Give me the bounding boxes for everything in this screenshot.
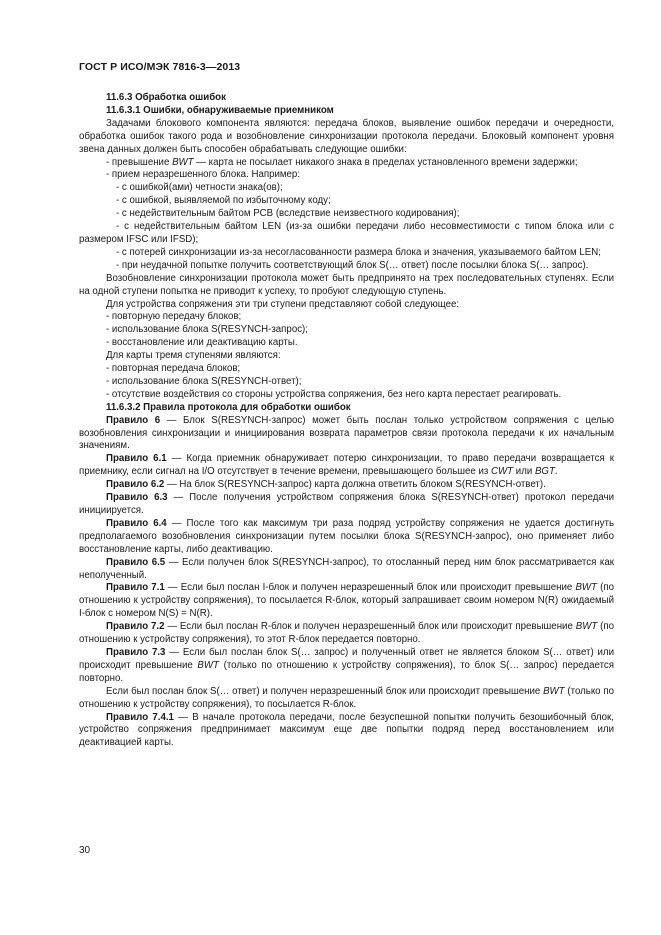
paragraph xyxy=(79,195,614,208)
paragraph xyxy=(79,260,614,273)
text-run: - превышение xyxy=(106,156,173,168)
paragraph xyxy=(79,182,614,195)
term: BWT xyxy=(575,621,598,633)
text-run: 11.6.3.2 Правила протокола для обработки ошибок xyxy=(106,401,351,413)
section-heading xyxy=(79,105,614,118)
rule-label: Правило 7.2 xyxy=(106,621,165,633)
paragraph xyxy=(79,557,614,583)
rule-label: Правило 6 xyxy=(106,414,161,426)
rule-label: Правило 6.3 xyxy=(106,492,168,504)
paragraph xyxy=(79,247,614,260)
paragraph xyxy=(79,337,614,350)
page-number: 30 xyxy=(79,845,91,856)
paragraph xyxy=(79,311,614,324)
text-run: — карта не посылает никакого знака в пределах установленного времени задержки; xyxy=(193,156,578,168)
text-run: - при неудачной попытке получить соответствующий блок S(… ответ) после посылки блока S(… запрос). xyxy=(116,259,589,271)
rule-label: Правило 7.4.1 xyxy=(106,711,174,723)
text-run: - с недействительным байтом PCB (вследствие неизвестного кодирования); xyxy=(116,208,460,220)
text-run: (по отношению к устройству сопряжения), то посылается R-блок, который запрашивает своим номером N(R) ожидаемый I-блок с номером N(S) = N(R). xyxy=(79,582,614,620)
text-run: — Если был послан R-блок и получен неразрешенный блок или происходит превышение xyxy=(164,621,576,633)
paragraph xyxy=(79,169,614,182)
text-run: - с ошибкой(ами) четности знака(ов); xyxy=(116,182,283,194)
text-run: (только по отношению к устройству сопряжения), то блок S(… запрос) передается повторно. xyxy=(79,659,614,684)
paragraph xyxy=(79,479,614,492)
term: BGT xyxy=(534,466,555,478)
text-run: 11.6.3 Обработка ошибок xyxy=(106,92,226,103)
paragraph xyxy=(79,647,614,686)
text-run: Для карты тремя ступенями являются: xyxy=(106,350,281,362)
text-run: - повторную передачу блоков; xyxy=(106,311,242,323)
term: BWT xyxy=(172,156,194,168)
term: BWT xyxy=(197,659,219,671)
text-run: - использование блока S(RESYNCH-ответ); xyxy=(106,375,302,387)
rule-label: Правило 6.5 xyxy=(106,556,166,568)
paragraph xyxy=(79,621,614,647)
paragraph xyxy=(79,221,614,247)
text-run: 11.6.3.1 Ошибки, обнаруживаемые приемником xyxy=(106,104,334,116)
paragraph xyxy=(79,350,614,363)
paragraph xyxy=(79,389,614,402)
text-run: — После того как максимум три раза подряд устройству сопряжения не удается достигнуть предполагаемого возобновления синхронизации путем посылки блока S(RESYNCH-запрос), оно применяет либо восстановление карты, либо деактивацию. xyxy=(79,517,615,555)
paragraph xyxy=(79,582,614,621)
rule-label: Правило 6.4 xyxy=(106,517,167,529)
text-run: — Блок S(RESYNCH-запрос) может быть послан только устройством сопряжения с целью возобновления синхронизации и инициирования возврата параметров связи протокола передачи к их начальным значениям. xyxy=(79,414,614,452)
text-run: Задачами блокового компонента являются: передача блоков, выявление ошибок передачи и очередности, обработка ошибок такого рода и возобновление синхронизации протокола передачи. Блоковый компонент уровня звена данных должен быть способен обрабатывать следующие ошибки: xyxy=(79,117,614,155)
term: CWT xyxy=(491,466,514,478)
paragraph xyxy=(79,299,614,312)
text-run: Возобновление синхронизации протокола может быть предпринято на трех последовательных ступенях. Если на одной ступени попытка не приводит к успеху, то пробуют следующую ступень. xyxy=(79,272,614,297)
text-run: или xyxy=(513,466,535,478)
text-run: — В начале протокола передачи, после безуспешной попытки получить безошибочный блок, устройство сопряжения предпринимает максимум еще две попытки подряд перед восстановлением или деактивацией карты. xyxy=(79,711,614,749)
text-run: - повторная передача блоков; xyxy=(106,363,241,375)
text-run: - отсутствие воздействия со стороны устройства сопряжения, без него карта перестает реагировать. xyxy=(106,388,562,400)
text-run: - с ошибкой, выявляемой по избыточному коду; xyxy=(116,195,331,207)
paragraph xyxy=(79,273,614,299)
paragraph xyxy=(79,324,614,337)
text-run: - с недействительным байтом LEN (из-за ошибки передачи либо несовместимости с типом блока или с размером IFSC или IFSD); xyxy=(79,221,614,245)
term: BWT xyxy=(575,582,597,594)
text-run: . xyxy=(554,466,558,478)
text-run: - прием неразрешенного блока. Например: xyxy=(106,169,301,181)
text-run: — Когда приемник обнаруживает потерю синхронизации, то право передачи возвращается к приемнику, если сигнал на I/O отсутствует в течение времени, превышающего большее из xyxy=(79,453,615,478)
text-run: - использование блока S(RESYNCH-запрос); xyxy=(106,324,308,336)
text-run: (только по отношению к устройству сопряжения), то посылается R-блок. xyxy=(79,685,614,710)
document-body xyxy=(79,92,614,750)
term: BWT xyxy=(543,685,565,697)
text-run: — Если был послан блок S(… запрос) и полученный ответ не является блоком S(… ответ) или происходит превышение xyxy=(79,646,614,671)
text-run: (по отношению к устройству сопряжения), то этот R-блок передается повторно. xyxy=(79,621,615,646)
text-run: — На блок S(RESYNCH-запрос) карта должна ответить блоком S(RESYNCH-ответ). xyxy=(164,479,546,491)
paragraph xyxy=(79,208,614,221)
document-header: ГОСТ Р ИСО/МЭК 7816-3—2013 xyxy=(79,61,241,73)
section-heading xyxy=(79,92,614,105)
paragraph xyxy=(79,363,614,376)
rule-label: Правило 6.2 xyxy=(106,479,165,491)
paragraph xyxy=(79,415,614,454)
paragraph xyxy=(79,453,614,479)
rule-label: Правило 7.3 xyxy=(106,646,166,658)
rule-label: Правило 6.1 xyxy=(106,453,167,465)
paragraph xyxy=(79,712,614,751)
paragraph xyxy=(79,157,614,170)
text-run: — После получения устройством сопряжения блока S(RESYNCH-ответ) протокол передачи инициируется. xyxy=(79,492,615,516)
rule-label: Правило 7.1 xyxy=(106,582,165,594)
text-run: Для устройства сопряжения эти три ступени представляют собой следующее: xyxy=(106,298,460,310)
paragraph xyxy=(79,492,614,518)
text-run: — Если был послан I-блок и получен неразрешенный блок или происходит превышение xyxy=(164,582,576,594)
paragraph xyxy=(79,118,614,157)
paragraph xyxy=(79,686,614,712)
paragraph xyxy=(79,518,614,557)
section-heading xyxy=(79,402,614,415)
text-run: - восстановление или деактивацию карты. xyxy=(106,337,298,349)
text-run: — Если получен блок S(RESYNCH-запрос), то отосланный перед ним блок рассматривается как неполученный. xyxy=(79,556,614,581)
text-run: - с потерей синхронизации из-за несогласованности размера блока и значения, указываемого байтом LEN; xyxy=(116,246,601,258)
text-run: Если был послан блок S(… ответ) и получен неразрешенный блок или происходит превышение xyxy=(106,685,544,697)
paragraph xyxy=(79,376,614,389)
